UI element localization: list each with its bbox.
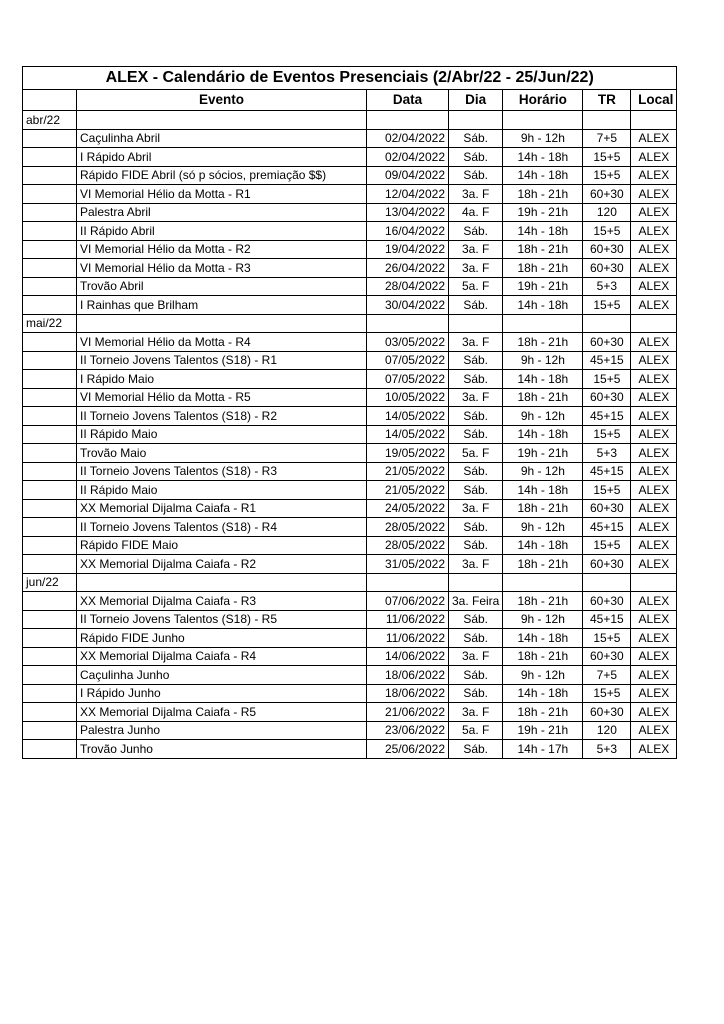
event-time-cell: 18h - 21h (503, 185, 583, 204)
event-day-cell: 3a. F (449, 703, 503, 722)
event-location-cell: ALEX (631, 684, 677, 703)
event-name-cell: Rápido FIDE Maio (77, 536, 367, 555)
empty-cell (23, 351, 77, 370)
event-day-cell: Sáb. (449, 370, 503, 389)
event-time-control-cell: 120 (583, 721, 631, 740)
table-row (23, 610, 677, 629)
empty-cell (367, 111, 449, 130)
empty-cell (23, 129, 77, 148)
event-time-cell: 18h - 21h (503, 388, 583, 407)
event-time-cell: 14h - 18h (503, 370, 583, 389)
event-time-cell: 14h - 18h (503, 148, 583, 167)
event-time-control-cell: 15+5 (583, 629, 631, 648)
event-name-cell: XX Memorial Dijalma Caiafa - R1 (77, 499, 367, 518)
event-location-cell: ALEX (631, 259, 677, 278)
empty-cell (23, 370, 77, 389)
event-location-cell: ALEX (631, 296, 677, 315)
event-date-cell: 13/04/2022 (367, 203, 449, 222)
event-date-cell: 28/05/2022 (367, 536, 449, 555)
event-time-control-cell: 15+5 (583, 481, 631, 500)
event-time-control-cell: 60+30 (583, 647, 631, 666)
event-date-cell: 09/04/2022 (367, 166, 449, 185)
table-row (23, 703, 677, 722)
event-name-cell: II Torneio Jovens Talentos (S18) - R3 (77, 462, 367, 481)
event-time-cell: 18h - 21h (503, 592, 583, 611)
event-date-cell: 23/06/2022 (367, 721, 449, 740)
empty-cell (23, 185, 77, 204)
event-name-cell: Caçulinha Junho (77, 666, 367, 685)
event-date-cell: 07/06/2022 (367, 592, 449, 611)
empty-cell (23, 666, 77, 685)
event-name-cell: XX Memorial Dijalma Caiafa - R3 (77, 592, 367, 611)
empty-cell (77, 314, 367, 333)
event-day-cell: Sáb. (449, 740, 503, 759)
empty-cell (23, 703, 77, 722)
empty-cell (23, 629, 77, 648)
empty-cell (23, 462, 77, 481)
table-row (23, 740, 677, 759)
event-day-cell: 3a. F (449, 499, 503, 518)
event-time-cell: 19h - 21h (503, 444, 583, 463)
event-day-cell: 3a. F (449, 185, 503, 204)
event-date-cell: 18/06/2022 (367, 684, 449, 703)
empty-cell (23, 259, 77, 278)
event-name-cell: Trovão Abril (77, 277, 367, 296)
event-location-cell: ALEX (631, 703, 677, 722)
table-row (23, 388, 677, 407)
event-day-cell: 3a. F (449, 240, 503, 259)
event-name-cell: I Rainhas que Brilham (77, 296, 367, 315)
event-date-cell: 11/06/2022 (367, 610, 449, 629)
event-time-cell: 9h - 12h (503, 407, 583, 426)
event-day-cell: Sáb. (449, 425, 503, 444)
empty-cell (23, 555, 77, 574)
event-time-cell: 19h - 21h (503, 721, 583, 740)
event-name-cell: VI Memorial Hélio da Motta - R1 (77, 185, 367, 204)
month-label: abr/22 (23, 111, 77, 130)
title-row (23, 67, 677, 90)
event-date-cell: 28/04/2022 (367, 277, 449, 296)
event-name-cell: I Rápido Abril (77, 148, 367, 167)
event-day-cell: 3a. F (449, 388, 503, 407)
empty-cell (449, 111, 503, 130)
event-time-cell: 18h - 21h (503, 647, 583, 666)
empty-cell (631, 573, 677, 592)
event-time-cell: 9h - 12h (503, 666, 583, 685)
empty-cell (503, 573, 583, 592)
event-date-cell: 07/05/2022 (367, 370, 449, 389)
table-row (23, 647, 677, 666)
event-time-cell: 9h - 12h (503, 518, 583, 537)
empty-cell (23, 222, 77, 241)
event-location-cell: ALEX (631, 647, 677, 666)
event-date-cell: 30/04/2022 (367, 296, 449, 315)
event-location-cell: ALEX (631, 425, 677, 444)
empty-cell (23, 407, 77, 426)
table-row (23, 129, 677, 148)
event-date-cell: 24/05/2022 (367, 499, 449, 518)
event-day-cell: Sáb. (449, 129, 503, 148)
empty-cell (23, 148, 77, 167)
event-date-cell: 02/04/2022 (367, 148, 449, 167)
event-time-control-cell: 15+5 (583, 536, 631, 555)
empty-cell (367, 573, 449, 592)
event-time-cell: 9h - 12h (503, 351, 583, 370)
event-time-control-cell: 7+5 (583, 666, 631, 685)
event-name-cell: VI Memorial Hélio da Motta - R2 (77, 240, 367, 259)
table-row (23, 721, 677, 740)
event-name-cell: Trovão Maio (77, 444, 367, 463)
event-day-cell: 4a. F (449, 203, 503, 222)
table-title: ALEX - Calendário de Eventos Presenciais (2/Abr/22 - 25/Jun/22) (23, 67, 677, 90)
event-time-control-cell: 120 (583, 203, 631, 222)
empty-cell (23, 592, 77, 611)
event-location-cell: ALEX (631, 185, 677, 204)
empty-cell (23, 499, 77, 518)
table-row (23, 370, 677, 389)
event-location-cell: ALEX (631, 518, 677, 537)
table-body (23, 111, 677, 759)
event-day-cell: Sáb. (449, 222, 503, 241)
event-time-control-cell: 15+5 (583, 166, 631, 185)
event-time-cell: 9h - 12h (503, 610, 583, 629)
event-time-control-cell: 60+30 (583, 703, 631, 722)
event-time-control-cell: 15+5 (583, 296, 631, 315)
event-location-cell: ALEX (631, 388, 677, 407)
empty-cell (23, 277, 77, 296)
table-row (23, 203, 677, 222)
event-day-cell: 5a. F (449, 277, 503, 296)
event-time-control-cell: 45+15 (583, 407, 631, 426)
empty-cell (23, 240, 77, 259)
event-name-cell: II Rápido Maio (77, 481, 367, 500)
event-date-cell: 02/04/2022 (367, 129, 449, 148)
event-time-control-cell: 60+30 (583, 555, 631, 574)
empty-cell (23, 740, 77, 759)
event-day-cell: Sáb. (449, 518, 503, 537)
empty-cell (23, 647, 77, 666)
event-day-cell: 5a. F (449, 444, 503, 463)
event-name-cell: Rápido FIDE Junho (77, 629, 367, 648)
event-date-cell: 14/06/2022 (367, 647, 449, 666)
event-time-control-cell: 45+15 (583, 351, 631, 370)
table-row (23, 277, 677, 296)
event-time-cell: 18h - 21h (503, 259, 583, 278)
event-name-cell: II Torneio Jovens Talentos (S18) - R4 (77, 518, 367, 537)
event-time-cell: 14h - 17h (503, 740, 583, 759)
event-date-cell: 16/04/2022 (367, 222, 449, 241)
empty-cell (23, 721, 77, 740)
event-day-cell: 3a. Feira (449, 592, 503, 611)
table-row (23, 518, 677, 537)
event-time-control-cell: 15+5 (583, 222, 631, 241)
empty-cell (23, 536, 77, 555)
event-day-cell: 3a. F (449, 647, 503, 666)
table-row (23, 185, 677, 204)
empty-cell (23, 388, 77, 407)
event-location-cell: ALEX (631, 370, 677, 389)
event-day-cell: Sáb. (449, 629, 503, 648)
header-evento: Evento (77, 90, 367, 111)
event-name-cell: I Rápido Junho (77, 684, 367, 703)
event-day-cell: Sáb. (449, 666, 503, 685)
empty-cell (23, 444, 77, 463)
empty-cell (23, 333, 77, 352)
event-time-control-cell: 45+15 (583, 518, 631, 537)
event-date-cell: 14/05/2022 (367, 425, 449, 444)
table-row (23, 684, 677, 703)
event-time-control-cell: 5+3 (583, 740, 631, 759)
event-name-cell: II Rápido Abril (77, 222, 367, 241)
empty-cell (23, 425, 77, 444)
event-date-cell: 10/05/2022 (367, 388, 449, 407)
event-time-cell: 18h - 21h (503, 703, 583, 722)
event-time-cell: 18h - 21h (503, 555, 583, 574)
event-time-cell: 19h - 21h (503, 203, 583, 222)
event-time-control-cell: 45+15 (583, 462, 631, 481)
empty-cell (23, 166, 77, 185)
event-date-cell: 31/05/2022 (367, 555, 449, 574)
table-row (23, 481, 677, 500)
event-name-cell: II Torneio Jovens Talentos (S18) - R1 (77, 351, 367, 370)
empty-cell (583, 314, 631, 333)
table-row (23, 629, 677, 648)
event-time-control-cell: 15+5 (583, 425, 631, 444)
event-time-cell: 14h - 18h (503, 296, 583, 315)
empty-cell (23, 518, 77, 537)
event-location-cell: ALEX (631, 721, 677, 740)
event-location-cell: ALEX (631, 740, 677, 759)
event-time-control-cell: 7+5 (583, 129, 631, 148)
event-time-control-cell: 15+5 (583, 370, 631, 389)
event-location-cell: ALEX (631, 666, 677, 685)
header-blank (23, 90, 77, 111)
event-date-cell: 21/05/2022 (367, 481, 449, 500)
event-date-cell: 07/05/2022 (367, 351, 449, 370)
event-location-cell: ALEX (631, 462, 677, 481)
event-time-cell: 14h - 18h (503, 481, 583, 500)
event-day-cell: Sáb. (449, 481, 503, 500)
event-date-cell: 14/05/2022 (367, 407, 449, 426)
event-time-control-cell: 60+30 (583, 388, 631, 407)
table-row (23, 333, 677, 352)
event-time-cell: 14h - 18h (503, 166, 583, 185)
empty-cell (631, 111, 677, 130)
event-date-cell: 26/04/2022 (367, 259, 449, 278)
header-tr: TR (583, 90, 631, 111)
event-name-cell: II Torneio Jovens Talentos (S18) - R2 (77, 407, 367, 426)
event-time-control-cell: 15+5 (583, 684, 631, 703)
table-row (23, 148, 677, 167)
event-name-cell: Trovão Junho (77, 740, 367, 759)
empty-cell (631, 314, 677, 333)
event-name-cell: II Rápido Maio (77, 425, 367, 444)
table-row (23, 351, 677, 370)
table-row (23, 296, 677, 315)
event-date-cell: 19/05/2022 (367, 444, 449, 463)
empty-cell (583, 111, 631, 130)
header-local: Local (631, 90, 677, 111)
event-location-cell: ALEX (631, 240, 677, 259)
table-row (23, 536, 677, 555)
event-name-cell: XX Memorial Dijalma Caiafa - R2 (77, 555, 367, 574)
event-time-control-cell: 60+30 (583, 240, 631, 259)
event-location-cell: ALEX (631, 351, 677, 370)
event-location-cell: ALEX (631, 481, 677, 500)
event-location-cell: ALEX (631, 277, 677, 296)
table-row (23, 240, 677, 259)
event-time-control-cell: 45+15 (583, 610, 631, 629)
event-time-control-cell: 60+30 (583, 185, 631, 204)
event-time-cell: 14h - 18h (503, 684, 583, 703)
table-row (23, 666, 677, 685)
header-horario: Horário (503, 90, 583, 111)
event-location-cell: ALEX (631, 148, 677, 167)
event-day-cell: Sáb. (449, 351, 503, 370)
event-date-cell: 28/05/2022 (367, 518, 449, 537)
event-name-cell: Rápido FIDE Abril (só p sócios, premiação $$) (77, 166, 367, 185)
event-day-cell: 3a. F (449, 333, 503, 352)
event-name-cell: XX Memorial Dijalma Caiafa - R4 (77, 647, 367, 666)
event-date-cell: 21/05/2022 (367, 462, 449, 481)
event-day-cell: Sáb. (449, 148, 503, 167)
table-row (23, 592, 677, 611)
table-row (23, 499, 677, 518)
empty-cell (23, 684, 77, 703)
event-location-cell: ALEX (631, 407, 677, 426)
event-time-cell: 14h - 18h (503, 629, 583, 648)
event-time-cell: 19h - 21h (503, 277, 583, 296)
table-row (23, 444, 677, 463)
empty-cell (77, 111, 367, 130)
event-time-cell: 9h - 12h (503, 129, 583, 148)
table-row (23, 222, 677, 241)
month-label: mai/22 (23, 314, 77, 333)
event-location-cell: ALEX (631, 610, 677, 629)
event-location-cell: ALEX (631, 203, 677, 222)
table-row (23, 555, 677, 574)
event-time-cell: 18h - 21h (503, 499, 583, 518)
table-row (23, 462, 677, 481)
event-name-cell: VI Memorial Hélio da Motta - R3 (77, 259, 367, 278)
event-location-cell: ALEX (631, 166, 677, 185)
event-day-cell: Sáb. (449, 462, 503, 481)
event-day-cell: 5a. F (449, 721, 503, 740)
event-name-cell: XX Memorial Dijalma Caiafa - R5 (77, 703, 367, 722)
event-name-cell: I Rápido Maio (77, 370, 367, 389)
event-name-cell: Palestra Junho (77, 721, 367, 740)
month-row (23, 111, 677, 130)
month-label: jun/22 (23, 573, 77, 592)
event-location-cell: ALEX (631, 536, 677, 555)
event-name-cell: Palestra Abril (77, 203, 367, 222)
table-row (23, 425, 677, 444)
empty-cell (77, 573, 367, 592)
event-location-cell: ALEX (631, 222, 677, 241)
table-row (23, 166, 677, 185)
event-day-cell: Sáb. (449, 684, 503, 703)
event-day-cell: 3a. F (449, 259, 503, 278)
event-time-cell: 14h - 18h (503, 222, 583, 241)
event-time-cell: 14h - 18h (503, 536, 583, 555)
event-day-cell: Sáb. (449, 407, 503, 426)
event-day-cell: Sáb. (449, 536, 503, 555)
event-location-cell: ALEX (631, 592, 677, 611)
event-time-control-cell: 15+5 (583, 148, 631, 167)
empty-cell (367, 314, 449, 333)
header-data: Data (367, 90, 449, 111)
event-date-cell: 19/04/2022 (367, 240, 449, 259)
empty-cell (503, 314, 583, 333)
event-time-control-cell: 5+3 (583, 277, 631, 296)
events-calendar-table (22, 66, 677, 759)
event-time-cell: 14h - 18h (503, 425, 583, 444)
table-row (23, 407, 677, 426)
empty-cell (23, 203, 77, 222)
empty-cell (449, 314, 503, 333)
event-time-control-cell: 60+30 (583, 259, 631, 278)
header-row (23, 90, 677, 111)
empty-cell (503, 111, 583, 130)
event-location-cell: ALEX (631, 129, 677, 148)
event-location-cell: ALEX (631, 629, 677, 648)
event-time-control-cell: 60+30 (583, 592, 631, 611)
event-time-control-cell: 5+3 (583, 444, 631, 463)
event-name-cell: VI Memorial Hélio da Motta - R5 (77, 388, 367, 407)
event-name-cell: Caçulinha Abril (77, 129, 367, 148)
event-time-control-cell: 60+30 (583, 499, 631, 518)
month-row (23, 573, 677, 592)
event-time-control-cell: 60+30 (583, 333, 631, 352)
empty-cell (583, 573, 631, 592)
event-location-cell: ALEX (631, 444, 677, 463)
event-day-cell: Sáb. (449, 166, 503, 185)
empty-cell (23, 296, 77, 315)
event-date-cell: 21/06/2022 (367, 703, 449, 722)
event-day-cell: Sáb. (449, 296, 503, 315)
header-dia: Dia (449, 90, 503, 111)
event-location-cell: ALEX (631, 555, 677, 574)
event-time-cell: 9h - 12h (503, 462, 583, 481)
event-date-cell: 03/05/2022 (367, 333, 449, 352)
event-day-cell: 3a. F (449, 555, 503, 574)
event-day-cell: Sáb. (449, 610, 503, 629)
month-row (23, 314, 677, 333)
event-date-cell: 11/06/2022 (367, 629, 449, 648)
event-date-cell: 12/04/2022 (367, 185, 449, 204)
empty-cell (449, 573, 503, 592)
event-date-cell: 18/06/2022 (367, 666, 449, 685)
event-name-cell: II Torneio Jovens Talentos (S18) - R5 (77, 610, 367, 629)
event-date-cell: 25/06/2022 (367, 740, 449, 759)
event-time-cell: 18h - 21h (503, 240, 583, 259)
event-location-cell: ALEX (631, 333, 677, 352)
empty-cell (23, 610, 77, 629)
event-location-cell: ALEX (631, 499, 677, 518)
table-row (23, 259, 677, 278)
event-name-cell: VI Memorial Hélio da Motta - R4 (77, 333, 367, 352)
empty-cell (23, 481, 77, 500)
event-time-cell: 18h - 21h (503, 333, 583, 352)
